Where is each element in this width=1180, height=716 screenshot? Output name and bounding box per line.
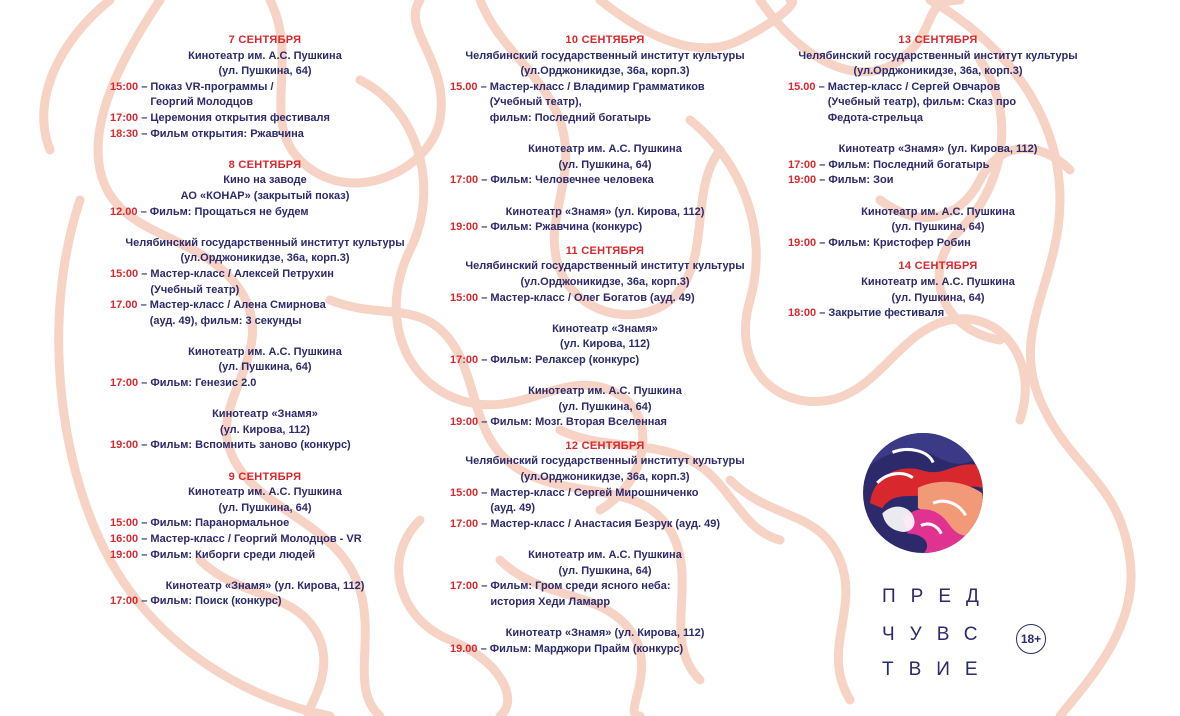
event-time: 17:00 xyxy=(110,595,139,608)
venue-name: Кинотеатр «Знамя» (ул. Кирова, 112) xyxy=(838,143,1038,156)
event-desc: Фильм: Марджори Прайм (конкурс) xyxy=(489,642,684,655)
event-row: 19:00 – Фильм: Мозг. Вторая Вселенная xyxy=(450,415,760,431)
event-row: 15:00 – Мастер-класс / Сергей Мирошниченко (ауд. 49) xyxy=(450,486,760,517)
event-time: 12.00 xyxy=(110,205,138,218)
event-row: 17:00 – Церемония открытия фестиваля xyxy=(110,111,420,127)
event-desc: Мастер-класс / Сергей Мирошниченко (ауд. 49) xyxy=(490,486,699,515)
venue-name: Кинотеатр им. А.С. Пушкина (ул. Пушкина, 64) xyxy=(528,549,682,577)
venue-name: Кинотеатр им. А.С. Пушкина (ул. Пушкина, 64) xyxy=(188,49,342,78)
venue-name: Кино на заводе АО «КОНАР» (закрытый показ) xyxy=(180,174,350,202)
event-time: 19:00 xyxy=(450,221,479,234)
event-time: 17:00 xyxy=(788,158,817,171)
event-time: 15:00 xyxy=(450,486,479,499)
event-desc: Фильм: Генезис 2.0 xyxy=(150,377,257,390)
event-row: 17:00 – Фильм: Поиск (конкурс) xyxy=(110,594,420,610)
event-row: 19:00 – Фильм: Киборги среди людей xyxy=(110,548,420,564)
event-row: 15.00 – Мастер-класс / Сергей Овчаров (Учебный театр), фильм: Сказ про Федота-стрельца xyxy=(788,80,1088,127)
event-desc: Закрытие фестиваля xyxy=(828,307,945,320)
day-date: 7 СЕНТЯБРЯ xyxy=(228,34,302,46)
event-time: 19:00 xyxy=(788,174,817,187)
day-block xyxy=(450,33,760,236)
day-date: 8 СЕНТЯБРЯ xyxy=(228,158,302,171)
event-row: 17:00 – Фильм: Гром среди ясного неба: история Хеди Ламарр xyxy=(450,579,760,610)
event-time: 19:00 xyxy=(110,548,139,561)
event-row: 17.00 – Мастер-класс / Алена Смирнова (ауд. 49), фильм: 3 секунды xyxy=(110,298,420,329)
venue-name: Кинотеатр им. А.С. Пушкина (ул. Пушкина, 64) xyxy=(528,385,682,413)
event-time: 15:00 xyxy=(450,291,479,304)
day-date: 9 СЕНТЯБРЯ xyxy=(228,470,302,483)
venue-name: Кинотеатр им. А.С. Пушкина (ул. Пушкина, 64) xyxy=(861,205,1015,234)
event-desc: Фильм: Ржавчина (конкурс) xyxy=(490,221,643,234)
brand-title-line-1: ПРЕД xyxy=(882,586,994,607)
event-row: 15:00 – Показ VR-программы / Георгий Молодцов xyxy=(110,80,420,111)
event-row: 15:00 – Фильм: Паранормальное xyxy=(110,516,420,532)
event-time: 17:00 xyxy=(450,353,479,366)
event-desc: Мастер-класс / Алена Смирнова (ауд. 49), фильм: 3 секунды xyxy=(149,299,326,327)
day-date: 14 СЕНТЯБРЯ xyxy=(898,260,978,273)
event-time: 18:30 xyxy=(110,127,139,140)
venue-name: Кинотеатр «Знамя» (ул. Кирова, 112) xyxy=(552,322,658,351)
venue-name: Челябинский государственный институт культуры (ул.Орджоникидзе, 36а, корп.3) xyxy=(465,49,745,78)
event-desc: Мастер-класс / Олег Богатов (ауд. 49) xyxy=(490,291,695,304)
day-date: 12 СЕНТЯБРЯ xyxy=(565,439,645,452)
event-desc: Фильм: Поиск (конкурс) xyxy=(150,595,282,608)
event-row: 17:00 – Фильм: Последний богатырь xyxy=(788,158,1088,174)
event-row: 18:00 – Закрытие фестиваля xyxy=(788,306,1088,322)
event-desc: Фильм: Прощаться не будем xyxy=(149,205,309,218)
event-desc: Фильм: Мозг. Вторая Вселенная xyxy=(490,416,667,429)
event-desc: Фильм: Вспомнить заново (конкурс) xyxy=(150,439,351,452)
event-row: 19:00 – Фильм: Зои xyxy=(788,173,1088,189)
venue-name: Челябинский государственный институт культуры (ул.Орджоникидзе, 36а, корп.3) xyxy=(465,260,745,288)
event-desc: Фильм: Релаксер (конкурс) xyxy=(490,353,640,366)
event-time: 15:00 xyxy=(110,80,139,93)
event-time: 15:00 xyxy=(110,267,139,280)
venue-name: Кинотеатр «Знамя» (ул. Кирова, 112) xyxy=(165,579,365,592)
event-desc: Фильм: Зои xyxy=(828,174,894,187)
event-row: 17:00 – Фильм: Релаксер (конкурс) xyxy=(450,353,760,369)
event-time: 19:00 xyxy=(110,439,139,452)
event-desc: Фильм: Человечнее человека xyxy=(490,174,654,187)
venue-name: Кинотеатр им. А.С. Пушкина (ул. Пушкина, 64) xyxy=(861,275,1015,304)
event-row: 19:00 – Фильм: Вспомнить заново (конкурс) xyxy=(110,438,420,454)
event-time: 15.00 xyxy=(788,80,816,93)
venue-name: Кинотеатр им. А.С. Пушкина (ул. Пушкина, 64) xyxy=(188,486,342,514)
venue-name: Кинотеатр им. А.С. Пушкина (ул. Пушкина, 64) xyxy=(528,143,682,171)
event-time: 19.00 xyxy=(450,642,478,655)
event-time: 17:00 xyxy=(110,377,139,390)
venue-name: Челябинский государственный институт культуры (ул.Орджоникидзе, 36а, корп.3) xyxy=(125,236,405,265)
event-time: 15:00 xyxy=(110,517,139,530)
venue-name: Кинотеатр им. А.С. Пушкина (ул. Пушкина, 64) xyxy=(188,345,342,374)
event-desc: Фильм: Киборги среди людей xyxy=(150,548,316,561)
day-date: 13 СЕНТЯБРЯ xyxy=(898,34,978,46)
event-desc: Мастер-класс / Сергей Овчаров (Учебный театр), фильм: Сказ про Федота-стрельца xyxy=(827,80,1017,124)
day-block xyxy=(110,33,420,142)
day-date: 11 СЕНТЯБРЯ xyxy=(565,244,645,257)
venue-name: Кинотеатр «Знамя» (ул. Кирова, 112) xyxy=(212,408,318,436)
brand-title-line-3: ТВИЕ xyxy=(882,659,993,680)
event-time: 19:00 xyxy=(450,416,479,429)
schedule-column-2 xyxy=(450,33,760,657)
age-rating-badge: 18+ xyxy=(1016,624,1046,654)
venue-name: Челябинский государственный институт культуры (ул.Орджоникидзе, 36а, корп.3) xyxy=(798,49,1078,78)
event-desc: Мастер-класс / Алексей Петрухин (Учебный театр) xyxy=(150,267,334,296)
event-row: 18:30 – Фильм открытия: Ржавчина xyxy=(110,127,420,143)
event-row: 15.00 – Мастер-класс / Владимир Грамматиков (Учебный театр), фильм: Последний богатырь xyxy=(450,80,760,127)
day-block xyxy=(450,439,760,657)
festival-logo xyxy=(862,432,984,554)
event-row: 19.00 – Фильм: Марджори Прайм (конкурс) xyxy=(450,642,760,658)
event-time: 17.00 xyxy=(110,299,138,312)
day-block xyxy=(450,244,760,431)
event-desc: Мастер-класс / Георгий Молодцов - VR xyxy=(150,533,362,545)
event-time: 17:00 xyxy=(450,580,479,593)
brand-title-line-2: ЧУВС xyxy=(882,624,993,645)
event-desc: Фильм: Кристофер Робин xyxy=(828,236,971,249)
event-row: 15:00 – Мастер-класс / Олег Богатов (ауд. 49) xyxy=(450,291,760,307)
schedule-column-1 xyxy=(110,33,420,610)
event-time: 17:00 xyxy=(450,517,479,530)
event-time: 16:00 xyxy=(110,533,139,545)
event-desc: Фильм: Паранормальное xyxy=(150,517,290,530)
event-row: 19:00 – Фильм: Ржавчина (конкурс) xyxy=(450,220,760,236)
event-time: 18:00 xyxy=(788,307,817,320)
schedule-column-3 xyxy=(788,33,1088,322)
event-row: 17:00 – Фильм: Человечнее человека xyxy=(450,173,760,189)
event-time: 17:00 xyxy=(110,111,139,124)
event-row: 12.00 – Фильм: Прощаться не будем xyxy=(110,205,420,221)
event-row: 15:00 – Мастер-класс / Алексей Петрухин (Учебный театр) xyxy=(110,267,420,298)
event-row: 19:00 – Фильм: Кристофер Робин xyxy=(788,236,1088,252)
event-desc: Церемония открытия фестиваля xyxy=(150,111,330,124)
event-desc: Показ VR-программы / Георгий Молодцов xyxy=(150,80,274,109)
event-time: 19:00 xyxy=(788,236,817,249)
day-date: 10 СЕНТЯБРЯ xyxy=(565,34,645,46)
event-row: 17:00 – Фильм: Генезис 2.0 xyxy=(110,376,420,392)
day-block xyxy=(788,259,1088,321)
event-desc: Мастер-класс / Анастасия Безрук (ауд. 49) xyxy=(490,517,720,530)
event-time: 17:00 xyxy=(450,174,479,187)
day-block xyxy=(110,470,420,610)
event-row: 17:00 – Мастер-класс / Анастасия Безрук (ауд. 49) xyxy=(450,517,760,533)
event-desc: Фильм: Последний богатырь xyxy=(828,158,990,171)
day-block xyxy=(110,158,420,454)
venue-name: Кинотеатр «Знамя» (ул. Кирова, 112) xyxy=(505,626,705,639)
event-time: 15.00 xyxy=(450,80,478,93)
event-desc: Фильм открытия: Ржавчина xyxy=(150,127,304,140)
day-block xyxy=(788,33,1088,251)
event-desc: Фильм: Гром среди ясного неба: история Хеди Ламарр xyxy=(490,580,671,608)
venue-name: Кинотеатр «Знамя» (ул. Кирова, 112) xyxy=(505,205,705,218)
event-row: 16:00 – Мастер-класс / Георгий Молодцов - VR xyxy=(110,532,420,548)
event-desc: Мастер-класс / Владимир Грамматиков (Учебный театр), фильм: Последний богатырь xyxy=(489,80,705,124)
venue-name: Челябинский государственный институт культуры (ул.Орджоникидзе, 36а, корп.3) xyxy=(465,455,745,484)
